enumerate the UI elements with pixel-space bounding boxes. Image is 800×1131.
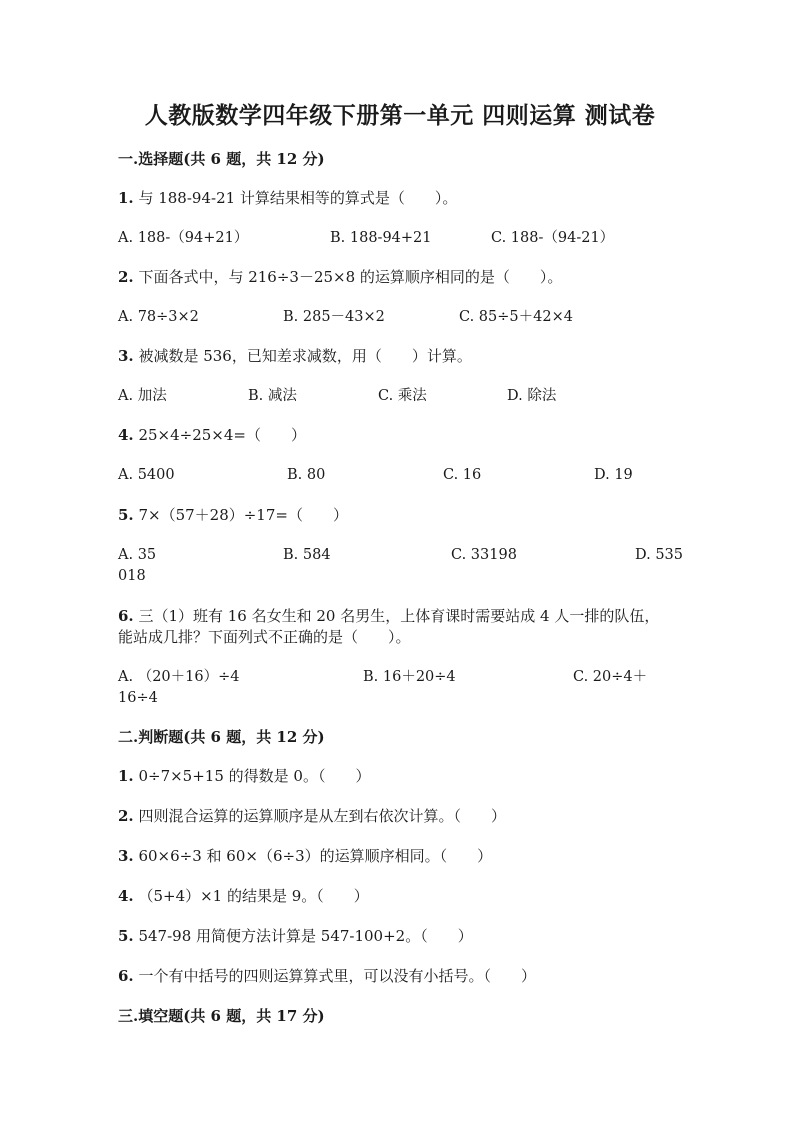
question-2-5 <box>118 925 473 947</box>
section-heading-fill: 三.填空题(共 6 题，共 17 分) <box>118 1007 325 1025</box>
option-a: A. 5400 <box>118 467 175 483</box>
question-text: 60×6÷3 和 60×（6÷3）的运算顺序相同。（ ） <box>138 847 493 865</box>
question-2-1 <box>118 765 370 787</box>
option-b: B. 188-94+21 <box>330 230 432 246</box>
option-d: D. 除法 <box>507 388 557 404</box>
option-c: C. 乘法 <box>378 388 427 404</box>
question-number: 5. <box>118 506 134 524</box>
question-text: 7×（57＋28）÷17=（ ） <box>138 506 348 524</box>
option-b: B. 80 <box>287 467 326 483</box>
question-text: 547-98 用简便方法计算是 547-100+2。（ ） <box>138 927 473 945</box>
question-2-4 <box>118 885 369 907</box>
option-b: B. 减法 <box>248 388 297 404</box>
section-heading-choice: 一.选择题(共 6 题，共 12 分) <box>118 150 325 168</box>
question-text: 四则混合运算的运算顺序是从左到右依次计算。（ ） <box>138 807 506 825</box>
question-1-3 <box>118 345 472 367</box>
question-text: 被减数是 536，已知差求减数，用（ ）计算。 <box>138 347 472 365</box>
question-text: 三（1）班有 16 名女生和 20 名男生，上体育课时需要站成 4 人一排的队伍， <box>138 607 660 625</box>
question-number: 4. <box>118 887 134 905</box>
option-c: C. 85÷5＋42×4 <box>459 309 573 325</box>
option-a: A. 188-（94+21） <box>118 230 249 246</box>
question-number: 1. <box>118 767 134 785</box>
question-text: 0÷7×5+15 的得数是 0。（ ） <box>138 767 371 785</box>
option-c: C. 33198 <box>451 547 517 563</box>
question-2-6 <box>118 965 536 987</box>
question-1-6-line2: 能站成几排？下面列式不正确的是（ ）。 <box>118 628 411 646</box>
option-c: C. 20÷4＋ <box>573 669 648 685</box>
option-b: B. 16＋20÷4 <box>363 669 456 685</box>
option-c: C. 16 <box>443 467 482 483</box>
option-a: A. 78÷3×2 <box>118 309 199 325</box>
question-text: 下面各式中，与 216÷3－25×8 的运算顺序相同的是（ ）。 <box>138 268 563 286</box>
question-1-2 <box>118 266 562 288</box>
question-number: 2. <box>118 268 134 286</box>
question-text: 一个有中括号的四则运算算式里，可以没有小括号。（ ） <box>138 967 536 985</box>
question-number: 5. <box>118 927 134 945</box>
question-1-4 <box>118 424 306 446</box>
question-2-2 <box>118 805 506 827</box>
option-d: D. 535 <box>635 547 684 563</box>
option-b: B. 584 <box>283 547 331 563</box>
question-text: 与 188-94-21 计算结果相等的算式是（ ）。 <box>138 189 458 207</box>
option-d-wrap: 018 <box>118 568 146 584</box>
question-1-1 <box>118 187 457 209</box>
question-text: 25×4÷25×4=（ ） <box>138 426 306 444</box>
option-d: D. 19 <box>594 467 633 483</box>
section-heading-judge: 二.判断题(共 6 题，共 12 分) <box>118 728 325 746</box>
option-a: A. （20＋16）÷4 <box>118 669 240 685</box>
option-a: A. 加法 <box>118 388 167 404</box>
question-number: 1. <box>118 189 134 207</box>
question-2-3 <box>118 845 492 867</box>
question-text: （5+4）×1 的结果是 9。（ ） <box>138 887 369 905</box>
question-number: 3. <box>118 347 134 365</box>
question-1-5 <box>118 504 348 526</box>
question-number: 6. <box>118 607 134 625</box>
question-number: 2. <box>118 807 134 825</box>
page-title: 人教版数学四年级下册第一单元 四则运算 测试卷 <box>144 102 656 129</box>
question-number: 6. <box>118 967 134 985</box>
question-number: 4. <box>118 426 134 444</box>
option-c: C. 188-（94-21） <box>491 230 615 246</box>
question-number: 3. <box>118 847 134 865</box>
option-b: B. 285－43×2 <box>283 309 385 325</box>
option-a: A. 35 <box>118 547 157 563</box>
option-c-wrap: 16÷4 <box>118 690 158 706</box>
question-1-6 <box>118 605 659 627</box>
